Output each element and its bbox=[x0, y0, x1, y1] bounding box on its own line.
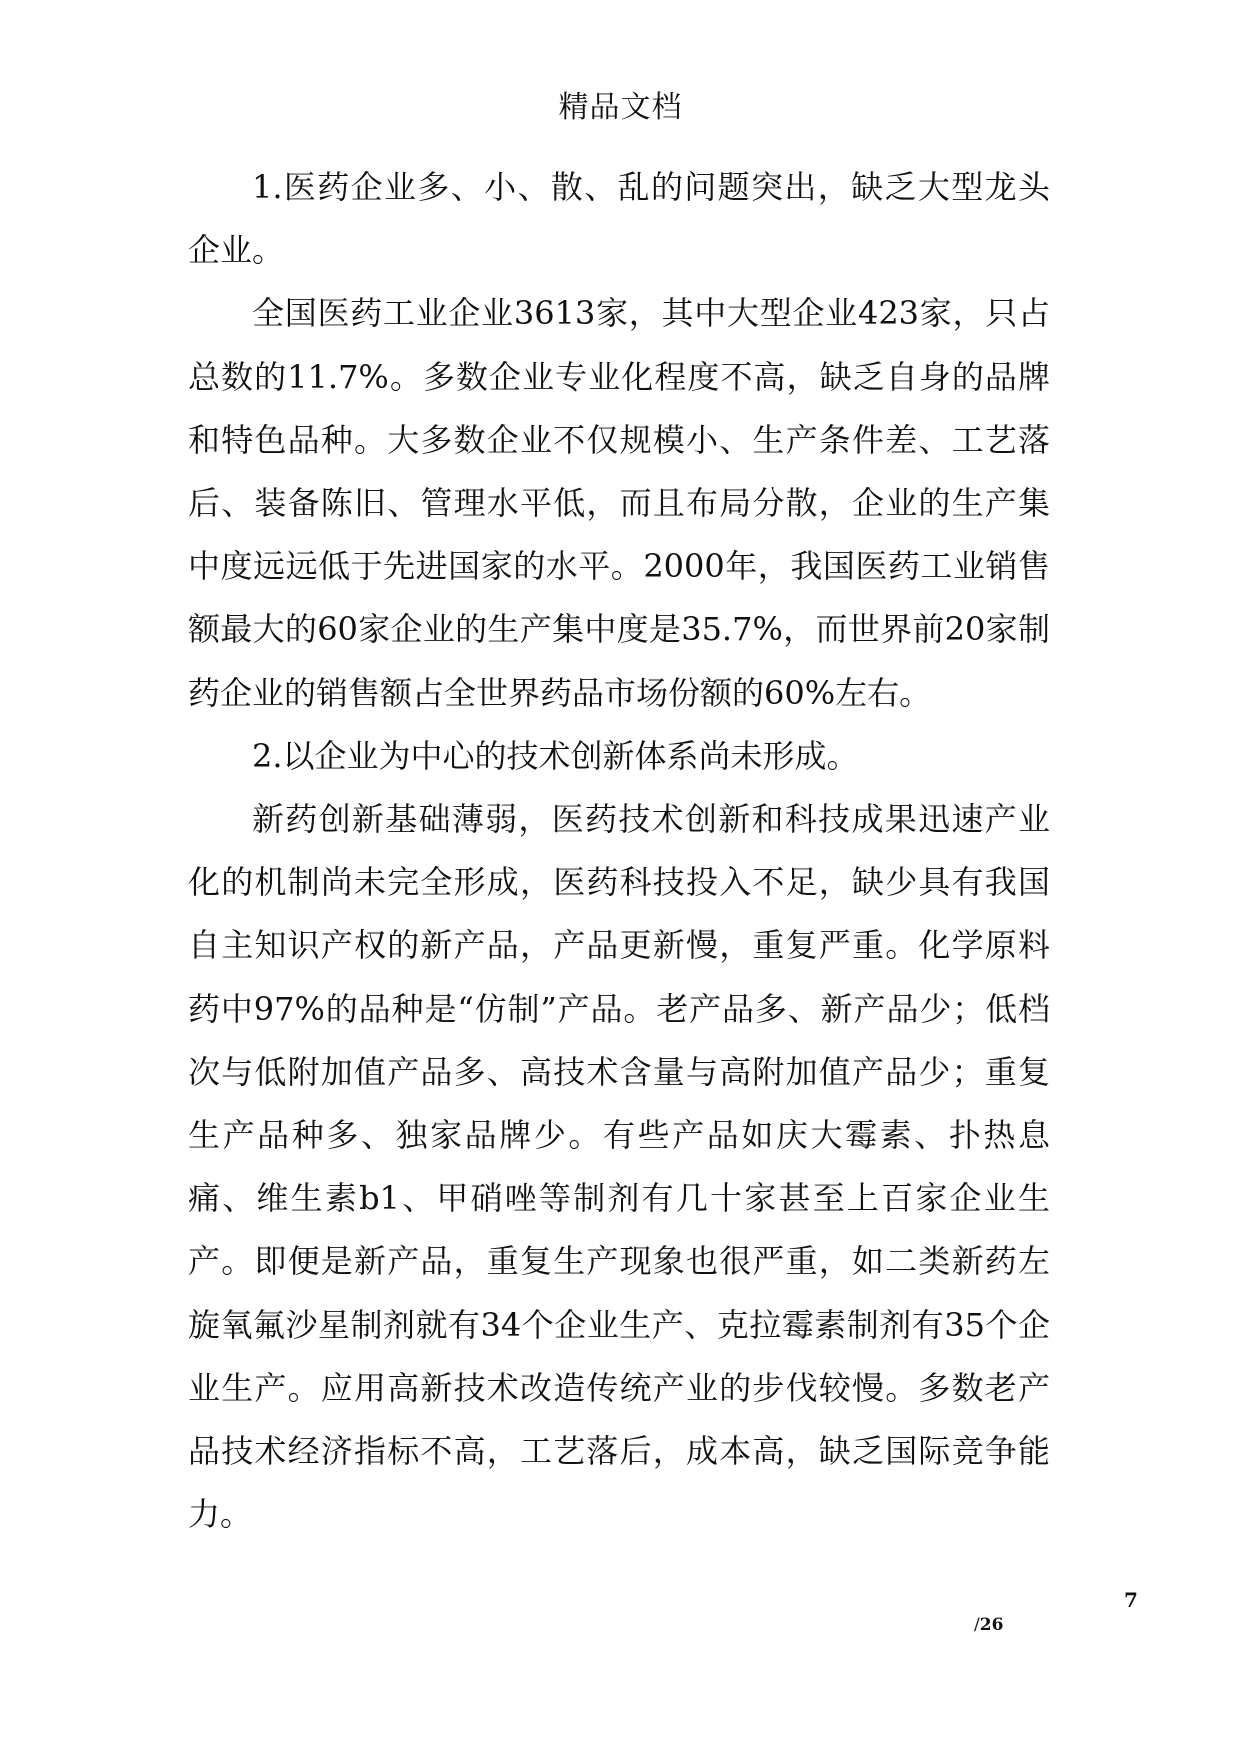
paragraph-1: 全国医药工业企业3613家，其中大型企业423家，只占总数的11.7%。多数企业专业化程度不高，缺乏自身的品牌和特色品种。大多数企业不仅规模小、生产条件差、工艺落后、装备陈旧、管理水平低，而且布局分散，企业的生产集中度远远低于先进国家的水平。2000年，我国医药工业销售额最大的60家企业的生产集中度是35.7%，而世界前20家制药企业的销售额占全世界药品市场份额的60%左右。 bbox=[188, 294, 1050, 712]
paragraph-heading-2: 2.以企业为中心的技术创新体系尚未形成。 bbox=[252, 736, 859, 775]
page-total bbox=[974, 1614, 1003, 1636]
paragraph-2: 新药创新基础薄弱，医药技术创新和科技成果迅速产业化的机制尚未完全形成，医药科技投入不足，缺少具有我国自主知识产权的新产品，产品更新慢，重复严重。化学原料药中97%的品种是“仿制”产品。老产品多、新产品少；低档次与低附加值产品多、高技术含量与高附加值产品少；重复生产品种多、独家品牌少。有些产品如庆大霉素、扑热息痛、维生素b1、甲硝唑等制剂有几十家甚至上百家企业生产。即便是新产品，重复生产现象也很严重，如二类新药左旋氧氟沙星制剂就有34个企业生产、克拉霉素制剂有35个企业生产。应用高新技术改造传统产业的步伐较慢。多数老产品技术经济指标不高，工艺落后，成本高，缺乏国际竞争能力。 bbox=[188, 800, 1050, 1534]
paragraph-heading-1: 1.医药企业多、小、散、乱的问题突出，缺乏大型龙头企业。 bbox=[188, 168, 1050, 270]
page-total-slash: / bbox=[974, 1615, 980, 1635]
page-number: 7 bbox=[1124, 1588, 1138, 1612]
document-body bbox=[188, 156, 1050, 1546]
page-total-count: 26 bbox=[979, 1615, 1004, 1635]
page-header-title: 精品文档 bbox=[558, 90, 683, 125]
